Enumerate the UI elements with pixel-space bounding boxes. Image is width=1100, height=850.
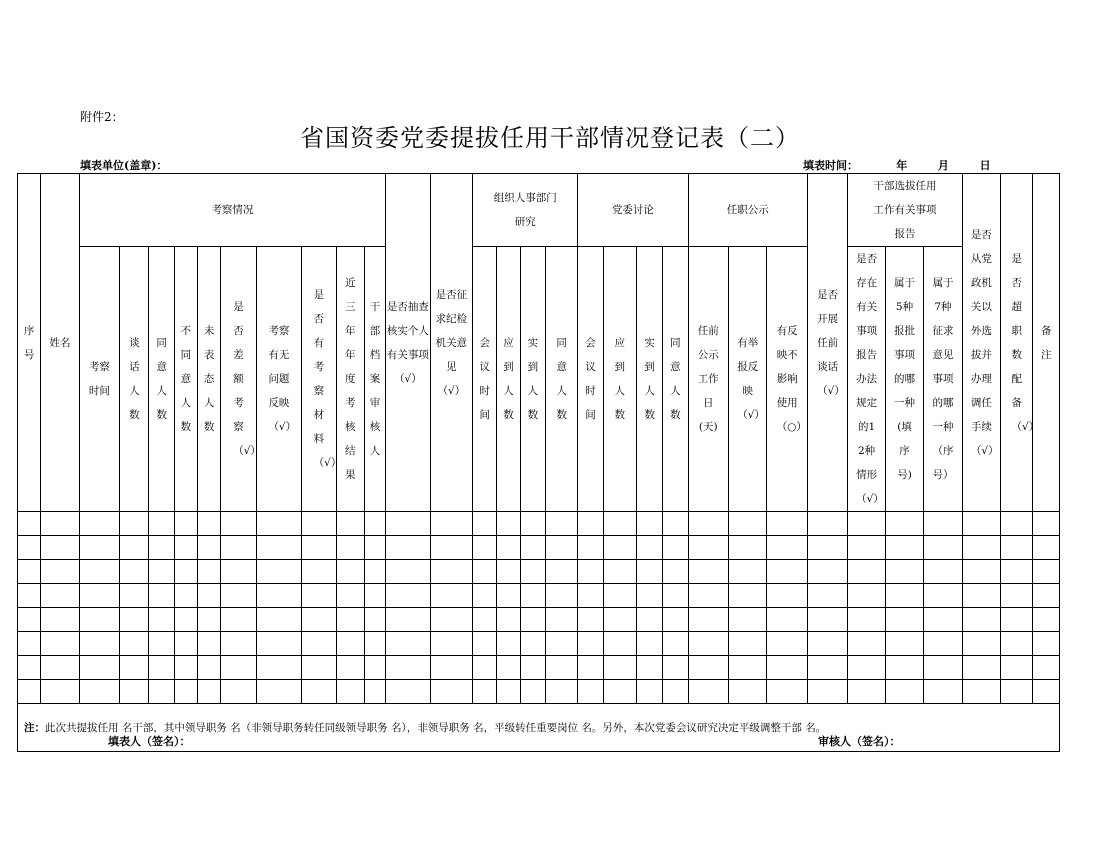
reviewer-signature-label: 审核人（签名）： <box>818 735 901 748</box>
col-seq: 序号 <box>18 174 41 512</box>
group-org-study: 组织人事部门研究 <box>473 174 578 247</box>
col-insp-time: 考察时间 <box>79 247 119 512</box>
col-org-should: 应到人数 <box>497 247 520 512</box>
table-row <box>18 512 1060 536</box>
group-public-notice: 任职公示 <box>688 174 807 247</box>
col-three-year: 近三年年度考核结果 <box>336 247 364 512</box>
col-org-agree: 同意人数 <box>545 247 577 512</box>
filler-signature-label: 填表人（签名）： <box>108 735 191 748</box>
table-row <box>18 560 1060 584</box>
form-title: 省国资委党委提拔任用干部情况登记表（二） <box>300 124 800 152</box>
attachment-label: 附件2： <box>80 110 124 124</box>
table-row <box>18 536 1060 560</box>
col-insp-issue: 考察有无问题反映（√） <box>256 247 302 512</box>
col-rep-12: 是否存在有关事项报告办法规定的12种情形（√） <box>848 247 885 512</box>
table-row <box>18 656 1060 680</box>
col-pre-talk: 是否开展任前谈话（√） <box>807 174 847 512</box>
col-rep-7: 属于7种征求意见事项的哪一种（序号） <box>924 247 962 512</box>
col-party-actual: 实到人数 <box>636 247 662 512</box>
col-name: 姓名 <box>41 174 79 512</box>
group-party-discussion: 党委讨论 <box>578 174 688 247</box>
col-party-time: 会议时间 <box>578 247 603 512</box>
note-label: 注： <box>24 721 45 734</box>
group-inspection: 考察情况 <box>79 174 385 247</box>
registration-table <box>17 173 1060 752</box>
col-party-should: 应到人数 <box>603 247 636 512</box>
col-disagree-num: 不同意人数 <box>174 247 197 512</box>
col-spot-check: 是否抽查核实个人有关事项（√） <box>386 174 431 512</box>
col-undecided-num: 未表态人数 <box>198 247 221 512</box>
group-report: 干部选拔任用工作有关事项报告 <box>848 174 962 247</box>
table-row <box>18 608 1060 632</box>
col-discipline: 是否征求纪检机关意见（√） <box>430 174 472 512</box>
col-over-quota: 是否超职数配备（√） <box>1001 174 1033 512</box>
table-row <box>18 584 1060 608</box>
table-row <box>18 632 1060 656</box>
col-notice-days: 任前公示工作日(天) <box>688 247 728 512</box>
col-org-time: 会议时间 <box>473 247 497 512</box>
col-party-agree: 同意人数 <box>663 247 688 512</box>
col-outside: 是否从党政机关以外选拔并办理调任手续（√） <box>962 174 1000 512</box>
col-notice-affect: 有反映不影响使用（○） <box>767 247 807 512</box>
col-agree-num: 同意人数 <box>149 247 174 512</box>
col-rep-5: 属于5种报批事项的哪一种(填序号) <box>885 247 923 512</box>
table-row <box>18 680 1060 704</box>
fill-time-label: 填表时间： 年 月 日 <box>803 159 991 172</box>
col-remark: 备注 <box>1033 174 1060 512</box>
col-archive-reviewer: 干部档案审核人 <box>364 247 385 512</box>
col-org-actual: 实到人数 <box>520 247 545 512</box>
note-text: 此次共提拔任用 名干部，其中领导职务 名（非领导职务转任同级领导职务 名），非领导职务 名，平级转任重要岗位 名。另外，本次党委会议研究决定平级调整干部 名。 <box>45 721 827 734</box>
col-diff-insp: 是否差额考察（√） <box>221 247 256 512</box>
fill-unit-label: 填表单位(盖章)： <box>80 159 168 172</box>
col-insp-material: 是否有考察材料（√） <box>302 247 336 512</box>
col-notice-report: 有举报反映（√） <box>729 247 767 512</box>
col-talk-num: 谈话人数 <box>120 247 149 512</box>
